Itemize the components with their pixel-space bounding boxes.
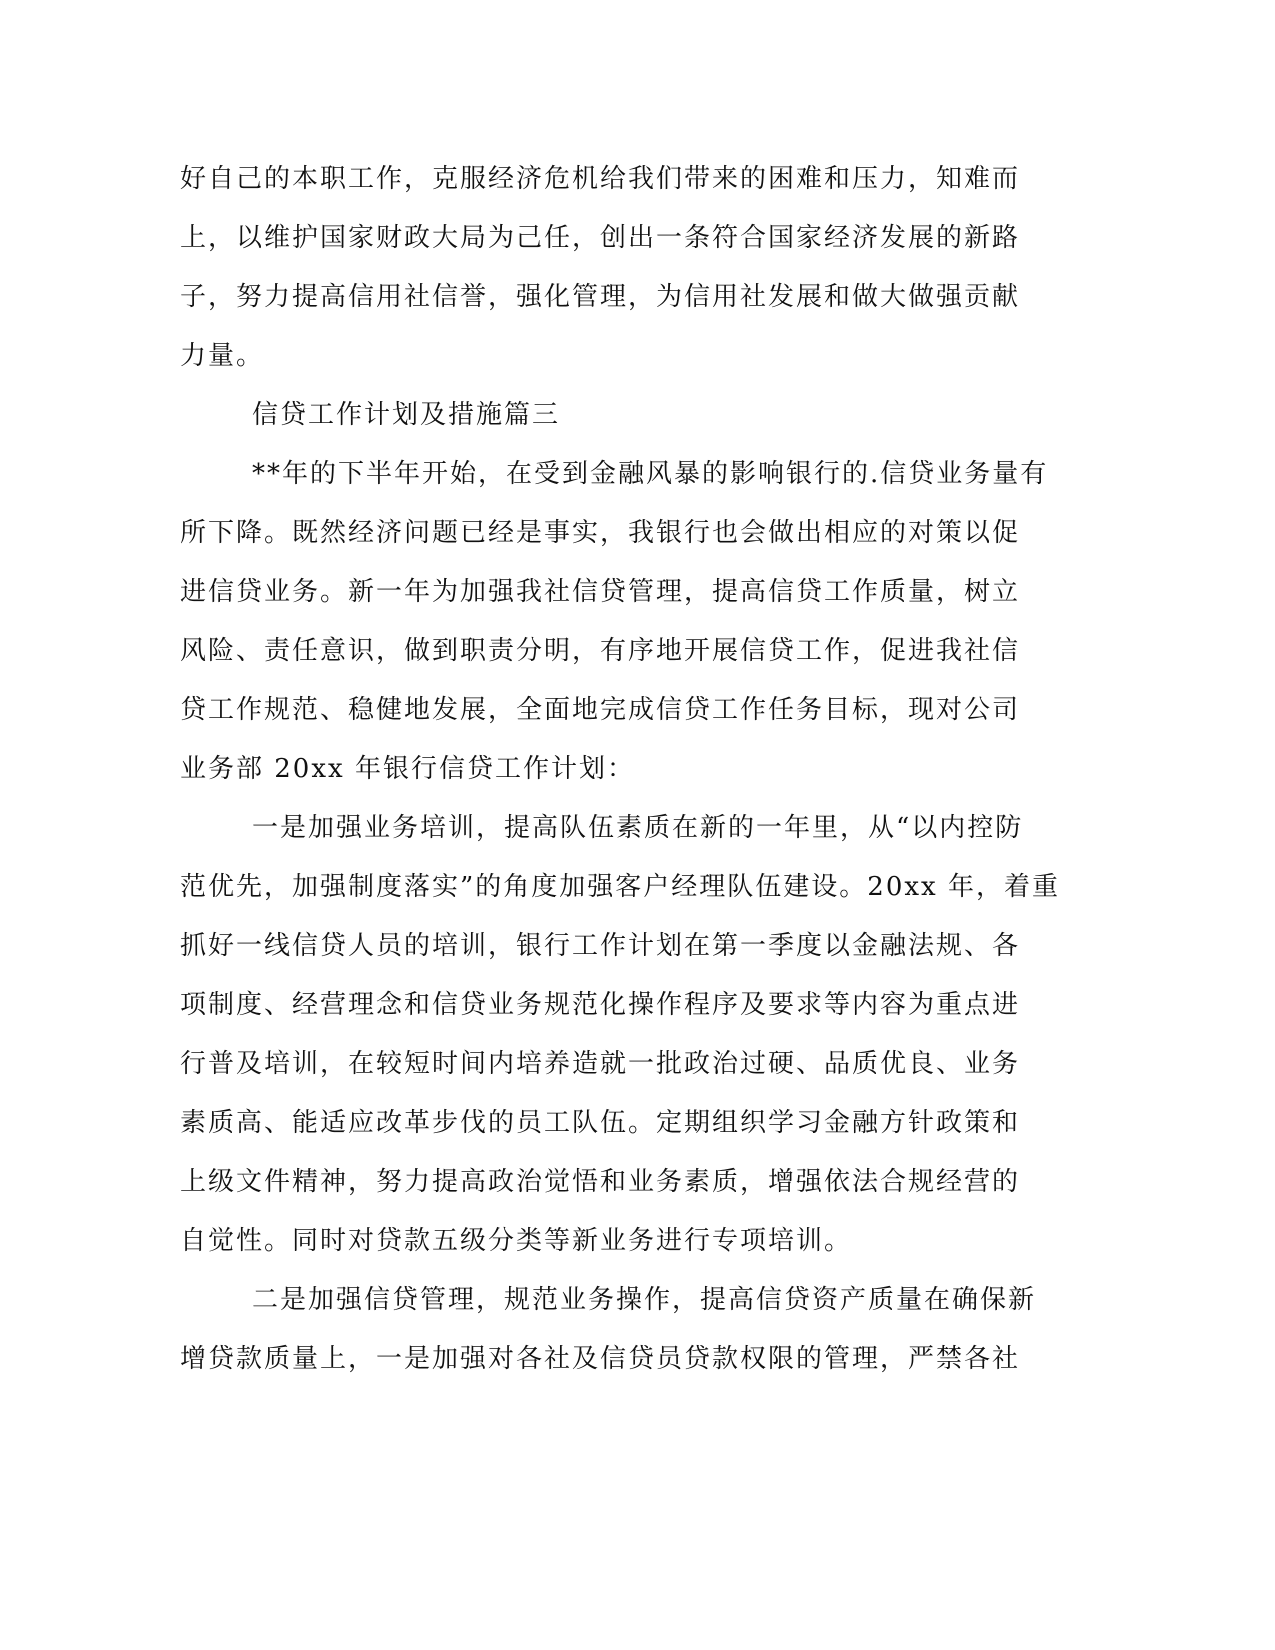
text-line: 上级文件精神，努力提高政治觉悟和业务素质，增强依法合规经营的 [180,1167,1021,1197]
text-line: 范优先，加强制度落实”的角度加强客户经理队伍建设。20xx 年，着重 [180,872,1060,902]
text-line: **年的下半年开始，在受到金融风暴的影响银行的.信贷业务量有 [252,459,1049,489]
text-line: 上，以维护国家财政大局为己任，创出一条符合国家经济发展的新路 [180,223,1021,253]
text-line: 一是加强业务培训，提高队伍素质在新的一年里，从“以内控防 [252,813,1024,843]
text-line: 好自己的本职工作，克服经济危机给我们带来的困难和压力，知难而 [180,164,1021,194]
section-heading: 信贷工作计划及措施篇三 [252,400,561,430]
text-line: 抓好一线信贷人员的培训，银行工作计划在第一季度以金融法规、各 [180,931,1021,961]
text-line: 自觉性。同时对贷款五级分类等新业务进行专项培训。 [180,1226,853,1256]
text-line: 增贷款质量上，一是加强对各社及信贷员贷款权限的管理，严禁各社 [180,1344,1021,1374]
text-line: 所下降。既然经济问题已经是事实，我银行也会做出相应的对策以促 [180,518,1021,548]
text-line: 业务部 20xx 年银行信贷工作计划： [180,754,635,784]
text-line: 素质高、能适应改革步伐的员工队伍。定期组织学习金融方针政策和 [180,1108,1021,1138]
text-line: 贷工作规范、稳健地发展，全面地完成信贷工作任务目标，现对公司 [180,695,1021,725]
text-line: 行普及培训，在较短时间内培养造就一批政治过硬、品质优良、业务 [180,1049,1021,1079]
text-line: 力量。 [180,341,265,371]
text-line: 二是加强信贷管理，规范业务操作，提高信贷资产质量在确保新 [252,1285,1037,1315]
text-line: 风险、责任意识，做到职责分明，有序地开展信贷工作，促进我社信 [180,636,1021,666]
text-line: 子，努力提高信用社信誉，强化管理，为信用社发展和做大做强贡献 [180,282,1021,312]
text-line: 进信贷业务。新一年为加强我社信贷管理，提高信贷工作质量，树立 [180,577,1021,607]
text-line: 项制度、经营理念和信贷业务规范化操作程序及要求等内容为重点进 [180,990,1021,1020]
document-body [180,150,1060,1389]
